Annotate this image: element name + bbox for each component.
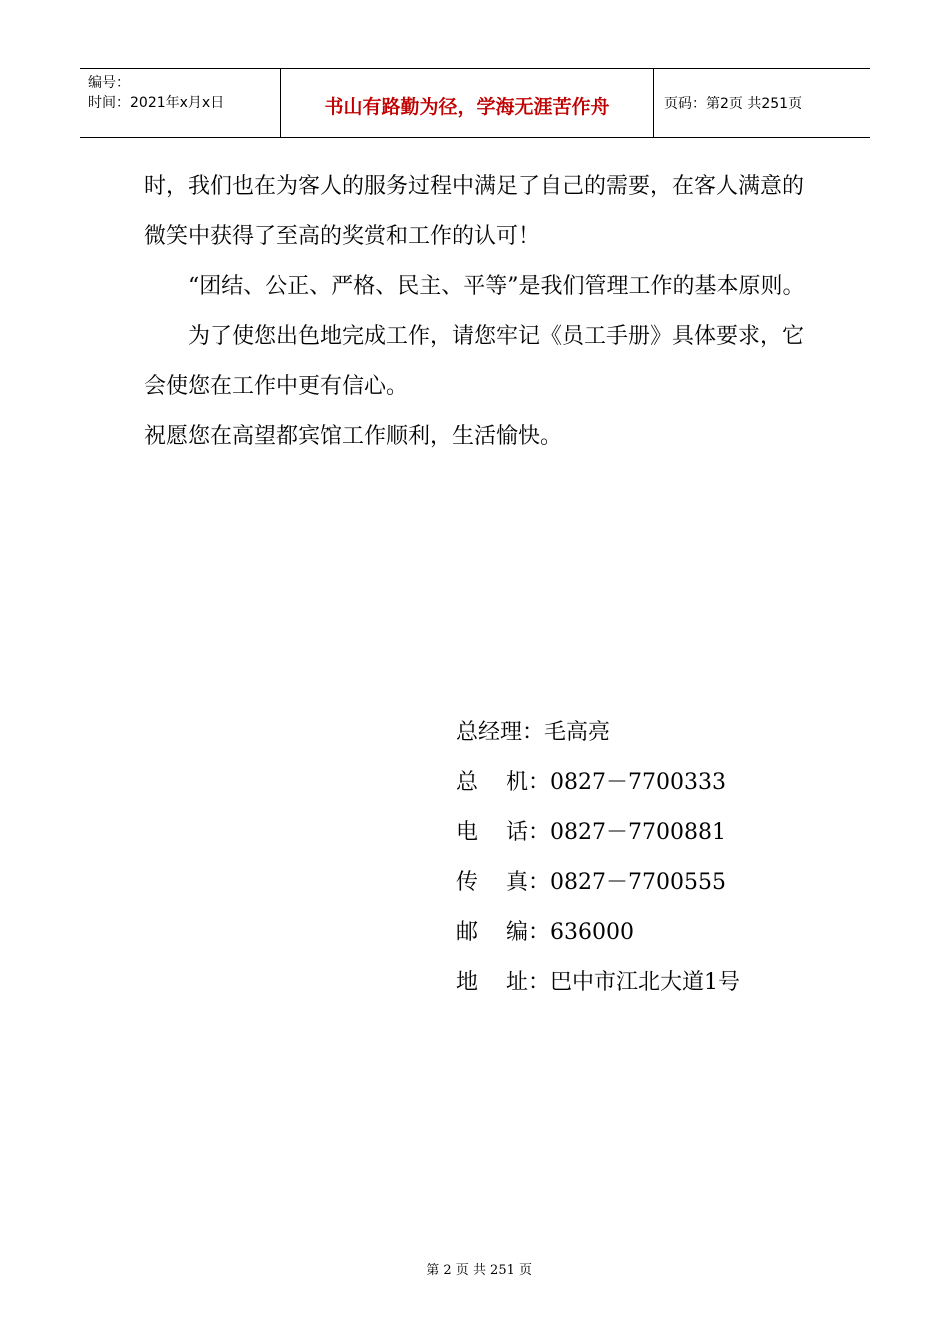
contact-block	[456, 708, 740, 1008]
document-number-label: 编号：	[88, 75, 130, 91]
contact-row-address	[456, 958, 740, 1008]
contact-value: 0827－7700333	[549, 770, 726, 795]
body-paragraph: “团结、公正、严格、民主、平等”是我们管理工作的基本原则。	[188, 274, 805, 299]
body-paragraph: 时，我们也在为客人的服务过程中满足了自己的需要，在客人满意的微笑中获得了至高的奖赏和工作的认可！	[144, 174, 805, 249]
contact-row-general-manager	[456, 708, 740, 758]
contact-value: 636000	[549, 920, 634, 945]
body-paragraph: 祝愿您在高望都宾馆工作顺利，生活愉快。	[144, 424, 563, 449]
contact-value: 0827－7700881	[549, 820, 726, 845]
contact-label: 传 真：	[456, 870, 550, 895]
header-motto: 书山有路勤为径，学海无涯苦作舟	[324, 95, 610, 118]
contact-value: 巴中市江北大道1号	[549, 970, 740, 995]
contact-label: 电 话：	[456, 820, 550, 845]
contact-label: 邮 编：	[456, 920, 550, 945]
header-meta-cell	[80, 69, 281, 137]
header-page-info: 页码：第2页 共251页	[664, 96, 803, 112]
header-motto-cell	[281, 69, 654, 137]
contact-row-switchboard	[456, 758, 740, 808]
contact-label: 地 址：	[456, 970, 550, 995]
contact-label: 总经理：	[456, 720, 545, 745]
header-page-cell	[654, 69, 870, 137]
body-paragraph: 为了使您出色地完成工作，请您牢记《员工手册》具体要求，它会使您在工作中更有信心。	[144, 324, 805, 399]
contact-value: 毛高亮	[544, 720, 611, 745]
contact-row-postcode	[456, 908, 740, 958]
contact-row-phone	[456, 808, 740, 858]
contact-value: 0827－7700555	[549, 870, 726, 895]
contact-label: 总 机：	[456, 770, 550, 795]
footer-page-number: 第 2 页 共 251 页	[426, 1263, 532, 1278]
contact-row-fax	[456, 858, 740, 908]
page-header	[80, 68, 870, 138]
document-time-label: 时间：2021年x月x日	[88, 95, 225, 111]
document-body	[144, 162, 814, 462]
page-footer	[0, 1244, 950, 1278]
